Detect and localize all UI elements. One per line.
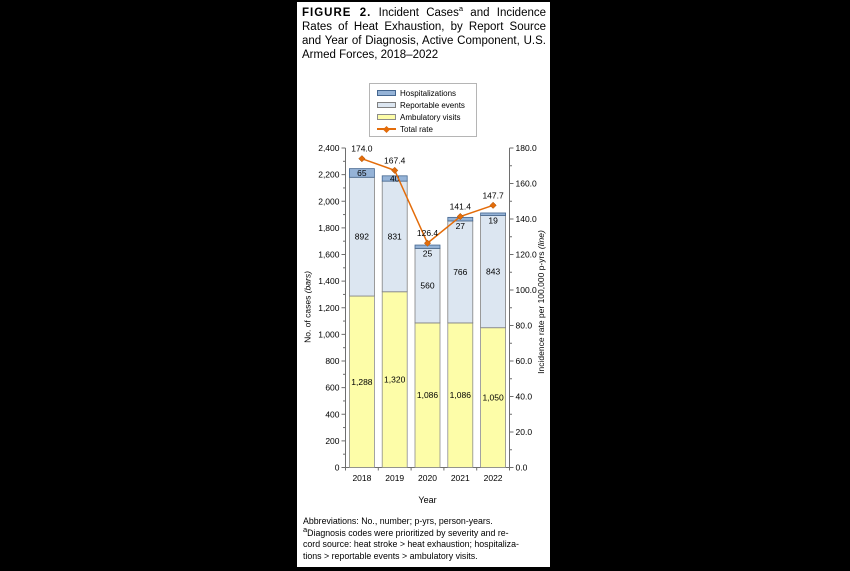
right-axis-tick-label: 40.0: [515, 391, 533, 402]
total-rate-marker-2022: [490, 202, 496, 208]
bar-value-label-ambulatory-2020: 1,086: [416, 390, 439, 401]
total-rate-label-2022: 147.7: [482, 190, 504, 201]
right-axis-tick-label: 120.0: [515, 249, 537, 260]
reportable-events-swatch-icon: [377, 102, 396, 108]
footnote-diagnosis-note: $^a$Diagnosis codes were prioritized by severity and re-: [303, 524, 509, 538]
right-axis-tick-label: 180.0: [515, 143, 537, 153]
legend-item-ambulatory-visits: [377, 111, 476, 123]
bar-value-label-reportable-2018: 892: [354, 231, 369, 242]
legend-label: Total rate: [400, 124, 433, 134]
hospitalizations-swatch-icon: [377, 90, 396, 96]
right-axis-tick-label: 0.0: [515, 462, 528, 473]
x-axis-category-label: 2022: [483, 473, 503, 483]
left-axis-tick-label: 1,600: [318, 249, 340, 260]
x-axis-category-label: 2018: [352, 473, 372, 483]
legend-item-total-rate: [377, 123, 476, 135]
x-axis-title: Year: [418, 495, 437, 505]
bar-value-label-hospitalizations-2019: 40: [389, 173, 400, 184]
right-axis-tick-label: 80.0: [515, 320, 533, 331]
left-axis-tick-label: 400: [325, 409, 340, 420]
total-rate-label-2021: 141.4: [449, 201, 471, 212]
right-axis-title: Incidence rate per 100,000 p-yrs (line): [536, 230, 546, 374]
total-rate-marker-2018: [359, 155, 365, 161]
left-axis-title: No. of cases (bars): [302, 271, 313, 343]
footnote-diagnosis-note-cont: cord source: heat stroke > heat exhaustion; hospitaliza-: [303, 539, 519, 549]
left-axis-tick-label: 2,400: [318, 143, 340, 153]
total-rate-line-icon: [377, 126, 396, 133]
bar-value-label-reportable-2020: 560: [420, 280, 435, 291]
footnote-diagnosis-note-end: tions > reportable events > ambulatory visits.: [303, 550, 478, 561]
figure-title-text-1: Incident Cases: [371, 7, 459, 19]
bar-value-label-hospitalizations-2021: 27: [455, 220, 466, 231]
right-axis-tick-label: 20.0: [515, 427, 533, 437]
bar-value-label-hospitalizations-2018: 65: [357, 167, 367, 178]
figure-number-label: FIGURE 2.: [302, 7, 372, 19]
figure-title-superscript: a: [458, 4, 463, 14]
total-rate-label-2018: 174.0: [351, 143, 373, 154]
x-axis-category-label: 2021: [450, 473, 470, 483]
legend-label: Hospitalizations: [400, 88, 457, 98]
right-axis-tick-label: 60.0: [515, 356, 533, 366]
x-axis-category-label: 2020: [418, 473, 437, 483]
left-axis-tick-label: 0: [334, 462, 340, 473]
left-axis-tick-label: 1,000: [318, 329, 340, 340]
bar-value-label-reportable-2022: 843: [486, 266, 501, 277]
right-axis-tick-label: 100.0: [515, 285, 537, 295]
total-rate-label-2019: 167.4: [384, 155, 406, 166]
footnote-abbreviations: Abbreviations: No., number; p-yrs, person-years.: [303, 516, 493, 526]
x-axis-category-label: 2019: [385, 473, 405, 483]
bar-value-label-ambulatory-2021: 1,086: [449, 390, 471, 401]
left-axis-tick-label: 2,000: [318, 196, 340, 207]
bar-value-label-reportable-2021: 766: [453, 266, 468, 277]
bottom-border: [0, 567, 850, 571]
left-axis-tick-label: 800: [325, 356, 340, 366]
bar-value-label-ambulatory-2019: 1,320: [384, 374, 406, 385]
bar-value-label-ambulatory-2022: 1,050: [482, 392, 504, 403]
left-axis-tick-label: 600: [325, 382, 340, 393]
ambulatory-visits-swatch-icon: [377, 114, 396, 120]
chart-legend: [369, 83, 477, 137]
left-axis-tick-label: 1,200: [318, 302, 340, 313]
left-axis-tick-label: 2,200: [318, 169, 340, 180]
bar-value-label-ambulatory-2018: 1,288: [351, 376, 373, 387]
bar-value-label-hospitalizations-2020: 25: [422, 248, 433, 259]
legend-item-reportable-events: [377, 99, 476, 111]
bar-value-label-hospitalizations-2022: 19: [488, 215, 498, 226]
legend-item-hospitalizations: [377, 87, 476, 99]
figure-title-text-2: and Incidence Rates of Heat Exhaustion, by Report Source and Year of Diagnosis, Active Component, U.S. Armed Forces, 2018–2022: [302, 7, 547, 61]
right-axis-tick-label: 160.0: [515, 178, 537, 189]
left-axis-tick-label: 200: [325, 435, 340, 446]
figure-panel: [297, 0, 550, 571]
left-axis-tick-label: 1,800: [318, 222, 340, 233]
right-axis-tick-label: 140.0: [515, 214, 537, 224]
legend-label: Reportable events: [400, 100, 465, 110]
bar-value-label-reportable-2019: 831: [387, 231, 402, 242]
left-axis-tick-label: 1,400: [318, 276, 340, 287]
total-rate-label-2020: 126.4: [416, 228, 439, 239]
legend-label: Ambulatory visits: [400, 112, 461, 122]
top-border: [0, 0, 850, 2]
